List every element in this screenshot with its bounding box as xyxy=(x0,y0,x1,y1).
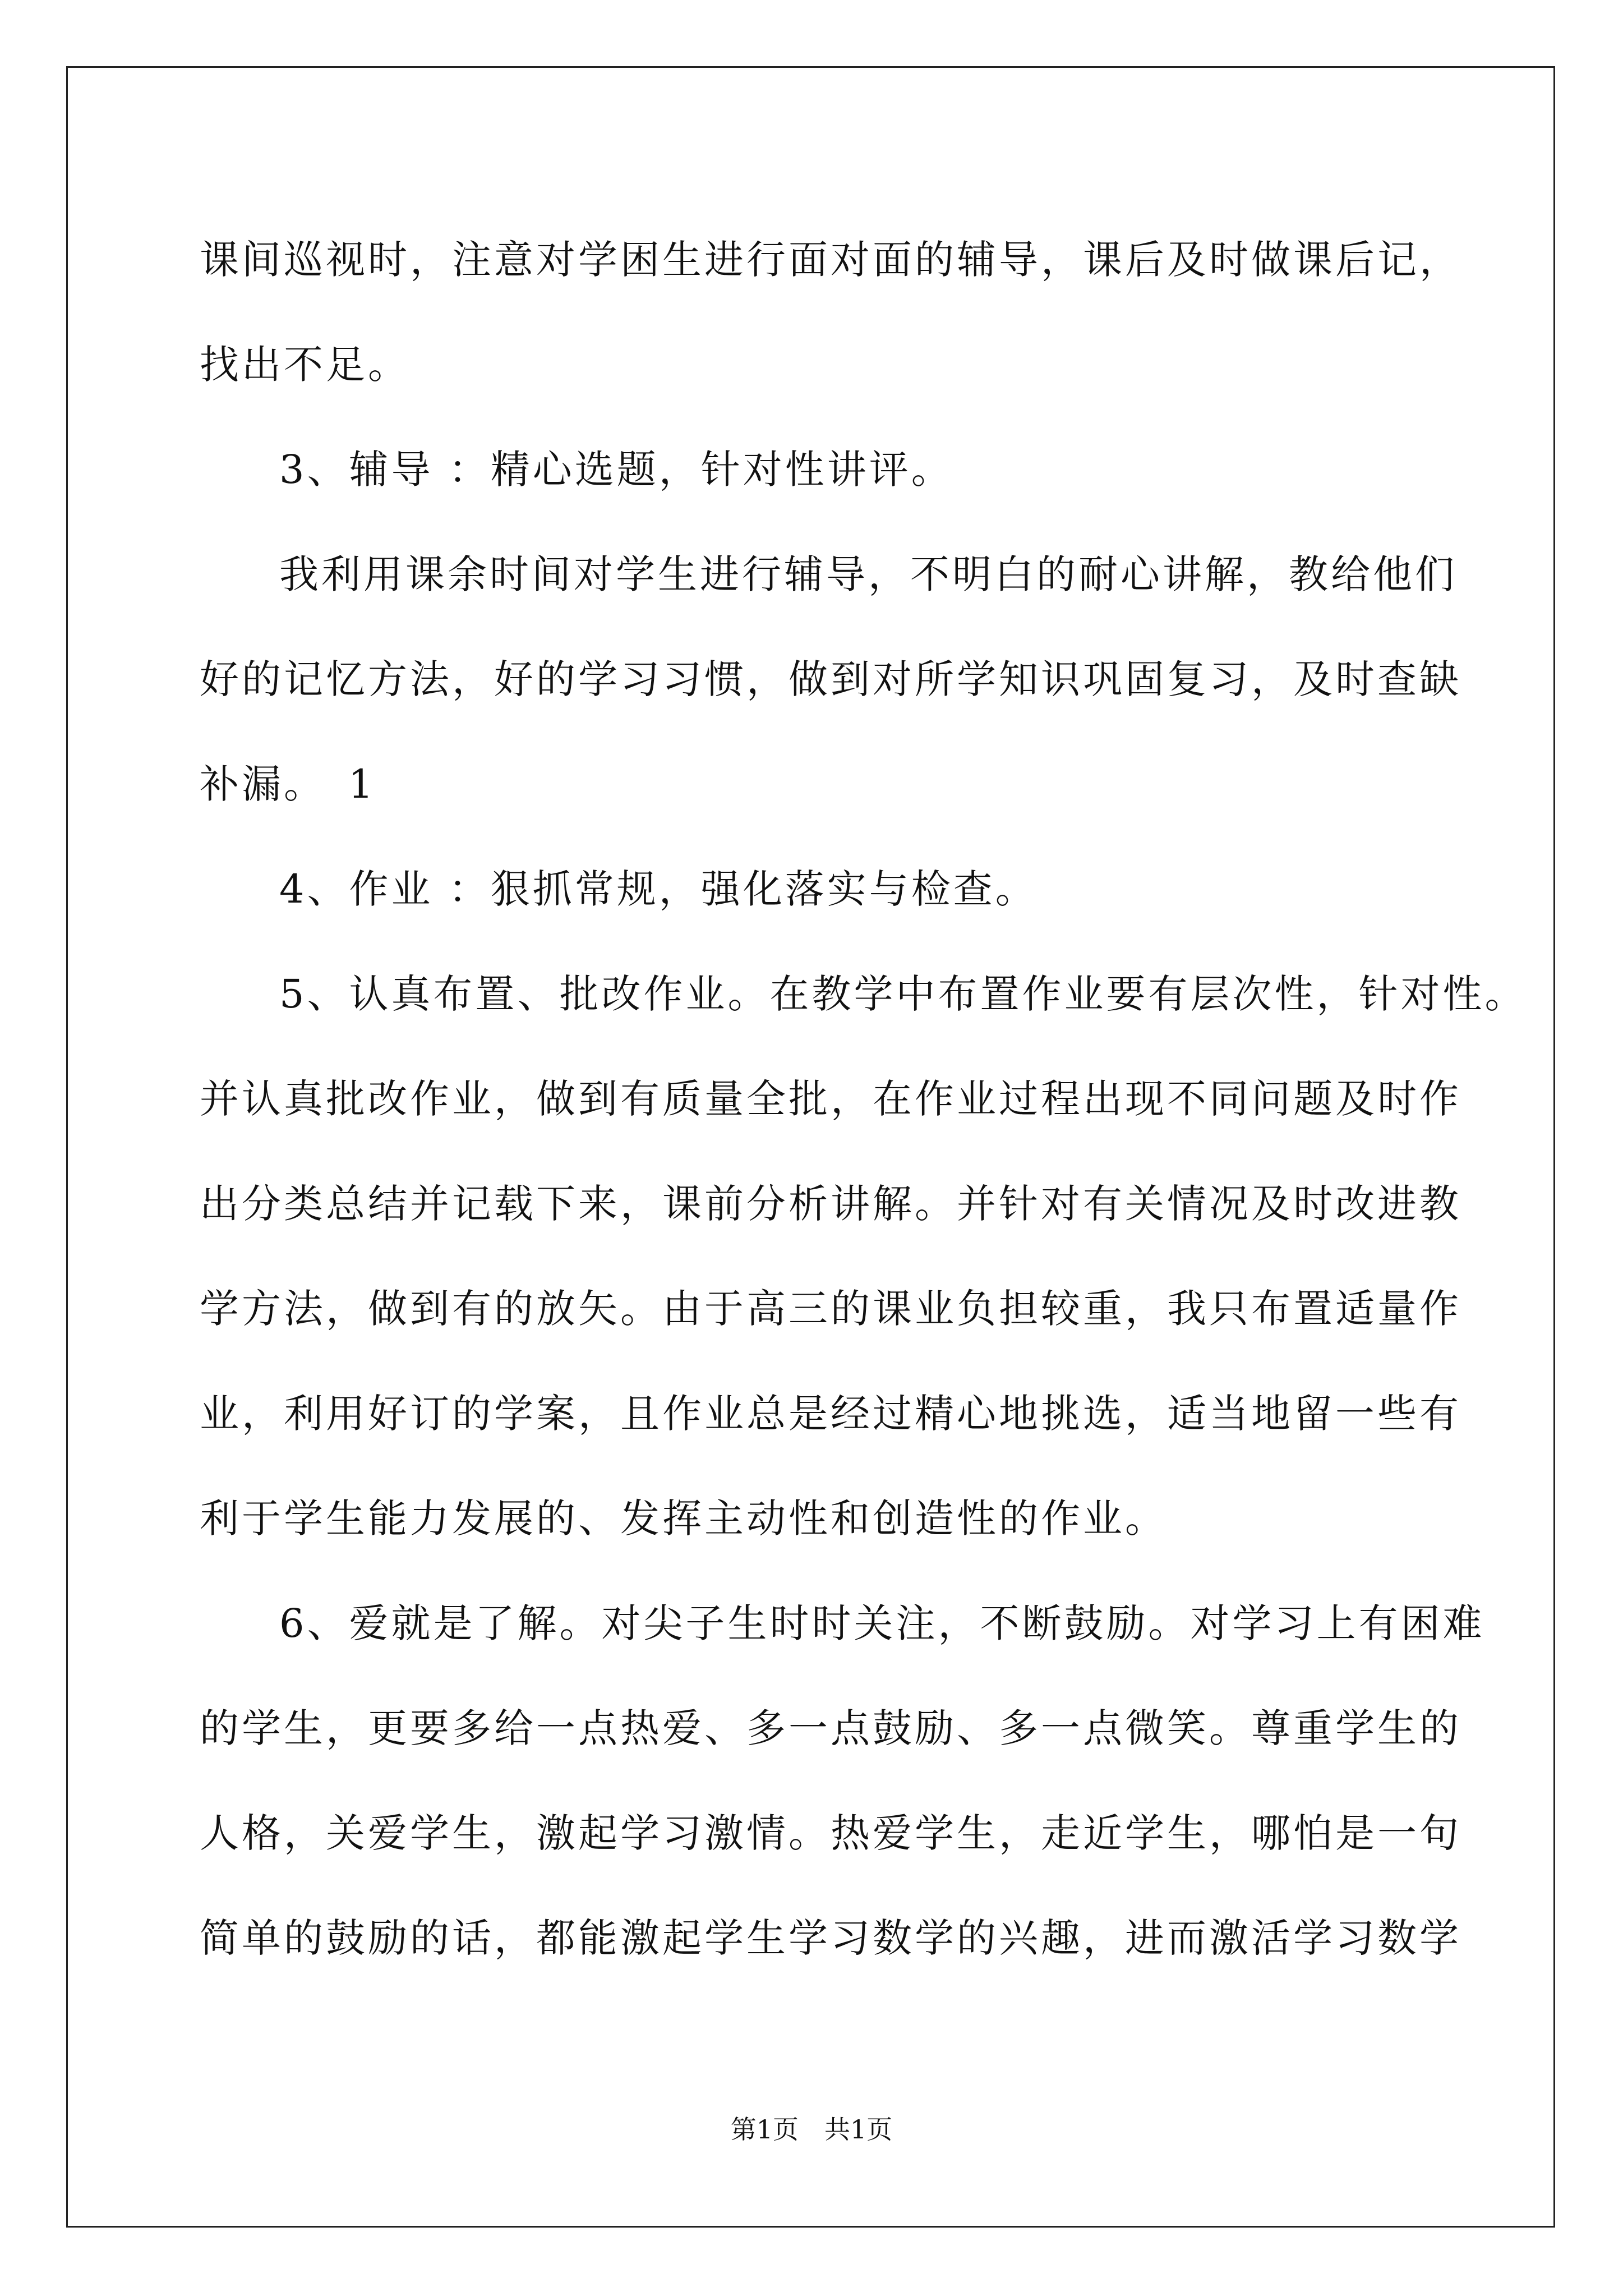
text-line: 我利用课余时间对学生进行辅导，不明白的耐心讲解，教给他们 xyxy=(279,551,1457,597)
text-line: 业，利用好订的学案，且作业总是经过精心地挑选，适当地留一些有 xyxy=(200,1391,1461,1437)
text-line: 课间巡视时，注意对学困生进行面对面的辅导，课后及时做课后记， xyxy=(200,237,1461,283)
text-line: 人格，关爱学生，激起学习激情。热爱学生，走近学生，哪怕是一句 xyxy=(200,1810,1461,1856)
page-footer xyxy=(0,2109,1623,2146)
text-line: 3、辅导 ：精心选题，针对性讲评。 xyxy=(279,447,953,493)
document-body xyxy=(200,208,1527,1991)
text-line: 补漏。 1 xyxy=(200,761,376,807)
text-line: 4、作业 ：狠抓常规，强化落实与检查。 xyxy=(279,866,1038,912)
text-line: 5、认真布置、批改作业。在教学中布置作业要有层次性，针对性。 xyxy=(279,971,1527,1017)
text-line: 利于学生能力发展的、发挥主动性和创造性的作业。 xyxy=(200,1496,1167,1542)
text-line: 好的记忆方法，好的学习习惯，做到对所学知识巩固复习，及时查缺 xyxy=(200,656,1461,702)
text-line: 找出不足。 xyxy=(200,342,410,388)
text-line: 并认真批改作业，做到有质量全批，在作业过程出现不同问题及时作 xyxy=(200,1076,1461,1122)
text-line: 6、爱就是了解。对尖子生时时关注，不断鼓励。对学习上有困难 xyxy=(279,1600,1485,1646)
page-number-label: 第1页 共1页 xyxy=(730,2114,893,2145)
text-line: 的学生，更要多给一点热爱、多一点鼓励、多一点微笑。尊重学生的 xyxy=(200,1705,1461,1751)
text-line: 简单的鼓励的话，都能激起学生学习数学的兴趣，进而激活学习数学 xyxy=(200,1915,1461,1961)
text-line: 出分类总结并记载下来，课前分析讲解。并针对有关情况及时改进教 xyxy=(200,1181,1461,1227)
text-line: 学方法，做到有的放矢。由于高三的课业负担较重，我只布置适量作 xyxy=(200,1286,1461,1332)
